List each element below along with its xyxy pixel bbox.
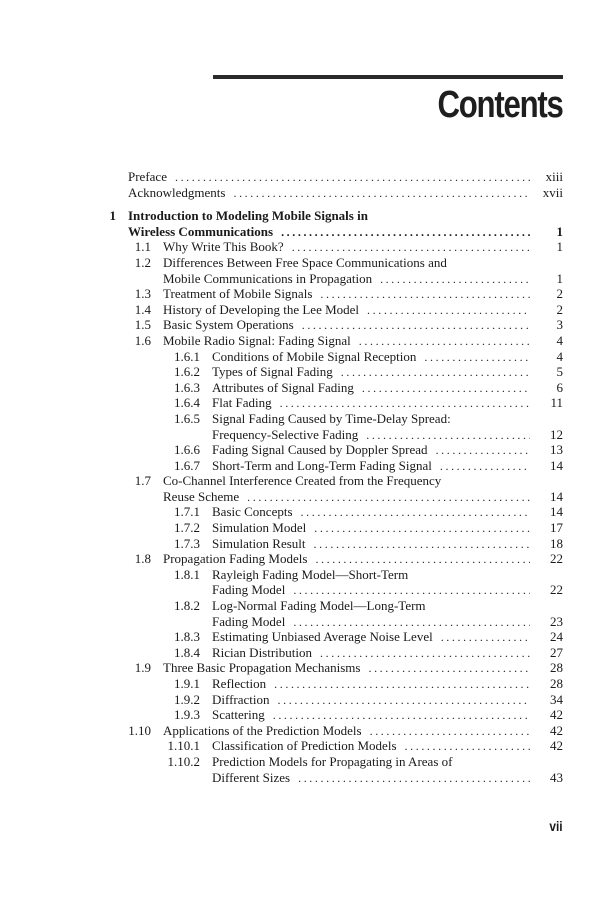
toc-entry-number: 1.8.4 xyxy=(174,644,200,660)
toc-entry-title: Short-Term and Long-Term Fading Signal xyxy=(212,457,432,473)
toc-entry-page: 4 xyxy=(556,348,563,364)
toc-entry-number: 1.1 xyxy=(134,239,151,255)
toc-entry xyxy=(0,333,613,349)
toc-entry-page: 14 xyxy=(550,457,563,473)
toc-entry-page: 24 xyxy=(550,629,563,645)
toc-entry xyxy=(0,317,613,333)
toc-entry-page: 18 xyxy=(550,535,563,551)
toc-entry-number: 1.9.1 xyxy=(174,676,200,691)
toc-entry-number: 1.4 xyxy=(134,301,151,317)
toc-entry-title: Conditions of Mobile Signal Reception xyxy=(212,348,417,364)
toc-entry-page: 3 xyxy=(556,317,563,333)
dot-leader xyxy=(233,186,530,202)
page-title: Contents xyxy=(437,84,563,126)
toc-entry xyxy=(0,489,613,505)
toc-entry-number: 1.10 xyxy=(128,722,151,738)
toc-entry xyxy=(0,185,613,201)
toc-entry xyxy=(0,427,613,443)
toc-entry-title: Estimating Unbiased Average Noise Level xyxy=(212,629,433,645)
toc-entry xyxy=(0,551,613,567)
toc-entry-title: Types of Signal Fading xyxy=(212,364,333,380)
title-rule xyxy=(213,75,563,79)
toc-entry-title: Diffraction xyxy=(212,691,270,707)
dot-leader xyxy=(436,443,530,459)
dot-leader xyxy=(368,661,530,677)
toc-entry-title: Reflection xyxy=(212,676,267,691)
toc-entry xyxy=(0,614,613,630)
dot-leader xyxy=(278,693,530,709)
toc-entry xyxy=(0,302,613,318)
toc-entry xyxy=(0,723,613,739)
toc-entry-title: Propagation Fading Models xyxy=(163,551,308,567)
dot-leader xyxy=(293,615,530,631)
toc-entry-page: 42 xyxy=(550,707,563,723)
toc-entry xyxy=(0,754,613,770)
toc-entry-title: Wireless Communications xyxy=(128,223,274,239)
toc-entry-page: 11 xyxy=(550,395,563,411)
toc-entry xyxy=(0,598,613,614)
dot-leader xyxy=(405,739,530,755)
toc-entry-page: 17 xyxy=(550,520,563,536)
toc-entry xyxy=(0,271,613,287)
toc-entry-page: 43 xyxy=(550,769,563,785)
toc-entry-title: Reuse Scheme xyxy=(163,488,240,504)
toc-entry xyxy=(0,692,613,708)
dot-leader xyxy=(314,521,530,537)
toc-entry-page: 6 xyxy=(556,379,563,395)
toc-entry-number: 1.2 xyxy=(134,254,151,270)
toc-entry-title: Rayleigh Fading Model—Short-Term xyxy=(212,566,409,582)
toc-entry-number: 1.8.3 xyxy=(174,629,200,645)
toc-entry-page: 4 xyxy=(556,332,563,348)
toc-entry-title: Log-Normal Fading Model—Long-Term xyxy=(212,598,426,614)
dot-leader xyxy=(424,350,530,366)
toc-entry xyxy=(0,536,613,552)
toc-entry-number: 1.6.3 xyxy=(174,379,200,395)
toc-entry-page: 28 xyxy=(550,660,563,676)
toc-entry-title: Simulation Model xyxy=(212,520,307,536)
toc-entry-page: 12 xyxy=(550,426,563,442)
toc-entry-page: 28 xyxy=(550,676,563,691)
toc-entry-title: Simulation Result xyxy=(212,535,306,551)
dot-leader xyxy=(367,303,530,319)
toc-entry-title: Treatment of Mobile Signals xyxy=(163,286,313,302)
toc-entry xyxy=(0,442,613,458)
toc-entry-number: 1.7.3 xyxy=(174,535,200,551)
toc-entry xyxy=(0,395,613,411)
toc-entry xyxy=(0,411,613,427)
toc-entry-title: Fading Signal Caused by Doppler Spread xyxy=(212,442,428,458)
page-number: vii xyxy=(549,818,563,834)
dot-leader xyxy=(366,428,530,444)
dot-leader xyxy=(273,708,530,724)
toc-entry xyxy=(0,738,613,754)
toc-entry-number: 1.9.2 xyxy=(174,691,200,707)
toc-entry-number: 1.6.7 xyxy=(174,457,200,473)
toc-entry-title: Differences Between Free Space Communications and xyxy=(163,254,447,270)
toc-entry xyxy=(0,349,613,365)
toc-entry-page: 42 xyxy=(550,722,563,738)
toc-entry xyxy=(0,770,613,786)
toc-entry-title: Co-Channel Interference Created from the Frequency xyxy=(163,473,442,489)
toc-entry-page: 5 xyxy=(556,364,563,380)
dot-leader xyxy=(380,272,530,288)
toc-entry-title: Frequency-Selective Fading xyxy=(212,426,359,442)
dot-leader xyxy=(293,583,530,599)
toc-entry-number: 1.8.1 xyxy=(174,566,200,582)
dot-leader xyxy=(320,287,530,303)
toc-entry-title: Mobile Communications in Propagation xyxy=(163,270,373,286)
dot-leader xyxy=(280,396,530,412)
dot-leader xyxy=(441,630,530,646)
toc-entry xyxy=(0,676,613,692)
toc-entry-page: xvii xyxy=(542,184,563,200)
toc-entry xyxy=(0,567,613,583)
toc-entry-number: 1.7 xyxy=(134,473,151,489)
toc-entry-title: Basic System Operations xyxy=(163,317,294,333)
toc-entry-title: Mobile Radio Signal: Fading Signal xyxy=(163,332,351,348)
toc-entry xyxy=(0,208,613,224)
toc-entry-title: Basic Concepts xyxy=(212,504,293,520)
toc-entry-number: 1.6 xyxy=(134,332,151,348)
table-of-contents xyxy=(0,169,613,785)
toc-entry-title: Introduction to Modeling Mobile Signals in xyxy=(128,208,368,224)
toc-entry xyxy=(0,473,613,489)
toc-entry-number: 1.7.2 xyxy=(174,520,200,536)
toc-entry xyxy=(0,645,613,661)
toc-entry xyxy=(0,286,613,302)
toc-entry-number: 1.6.1 xyxy=(174,348,200,364)
toc-entry-number: 1.10.1 xyxy=(167,738,200,754)
toc-entry-title: Flat Fading xyxy=(212,395,272,411)
toc-entry-title: Three Basic Propagation Mechanisms xyxy=(163,660,361,676)
toc-entry-number: 1.7.1 xyxy=(174,504,200,520)
toc-entry-number: 1 xyxy=(109,208,116,224)
toc-entry-title: Applications of the Prediction Models xyxy=(163,722,362,738)
toc-entry-number: 1.9 xyxy=(134,660,151,676)
toc-entry-title: Fading Model xyxy=(212,582,286,598)
toc-entry xyxy=(0,582,613,598)
toc-entry-title: Rician Distribution xyxy=(212,644,313,660)
toc-entry-number: 1.8 xyxy=(134,551,151,567)
toc-entry-title: Fading Model xyxy=(212,613,286,629)
toc-entry-page: 14 xyxy=(550,488,563,504)
toc-entry-number: 1.9.3 xyxy=(174,707,200,723)
dot-leader xyxy=(341,365,530,381)
toc-entry xyxy=(0,629,613,645)
toc-entry-title: Acknowledgments xyxy=(128,184,226,200)
toc-entry-page: 42 xyxy=(550,738,563,754)
toc-entry xyxy=(0,224,613,240)
dot-leader xyxy=(359,334,530,350)
toc-entry xyxy=(0,169,613,185)
toc-entry-title: Why Write This Book? xyxy=(163,239,284,255)
dot-leader xyxy=(281,225,530,241)
dot-leader xyxy=(315,552,530,568)
toc-entry-number: 1.10.2 xyxy=(167,753,200,769)
toc-entry xyxy=(0,520,613,536)
toc-entry-page: 1 xyxy=(556,223,563,239)
toc-entry-page: 2 xyxy=(556,301,563,317)
toc-entry xyxy=(0,504,613,520)
toc-entry-page: 23 xyxy=(550,613,563,629)
toc-entry-page: 1 xyxy=(556,270,563,286)
toc-entry-number: 1.6.6 xyxy=(174,442,200,458)
toc-entry xyxy=(0,255,613,271)
toc-entry-title: Scattering xyxy=(212,707,265,723)
dot-leader xyxy=(247,490,530,506)
dot-leader xyxy=(274,677,530,693)
toc-entry-page: 14 xyxy=(550,504,563,520)
toc-entry-page: 2 xyxy=(556,286,563,302)
toc-entry xyxy=(0,364,613,380)
dot-leader xyxy=(440,459,530,475)
toc-entry-page: 1 xyxy=(556,239,563,255)
toc-entry-title: Classification of Prediction Models xyxy=(212,738,397,754)
dot-leader xyxy=(370,724,530,740)
dot-leader xyxy=(301,505,530,521)
dot-leader xyxy=(362,381,530,397)
toc-entry-title: Attributes of Signal Fading xyxy=(212,379,354,395)
toc-entry-number: 1.6.4 xyxy=(174,395,200,411)
dot-leader xyxy=(298,771,530,787)
toc-entry-page: 22 xyxy=(550,582,563,598)
toc-entry-page: 34 xyxy=(550,691,563,707)
toc-entry xyxy=(0,707,613,723)
toc-entry-title: Signal Fading Caused by Time-Delay Spread: xyxy=(212,410,451,426)
dot-leader xyxy=(314,537,530,553)
toc-entry-title: History of Developing the Lee Model xyxy=(163,301,360,317)
toc-entry-number: 1.8.2 xyxy=(174,598,200,614)
toc-entry-number: 1.3 xyxy=(134,286,151,302)
toc-entry-title: Preface xyxy=(128,169,167,184)
dot-leader xyxy=(320,646,530,662)
dot-leader xyxy=(292,240,530,256)
toc-entry xyxy=(0,380,613,396)
toc-entry-page: 22 xyxy=(550,551,563,567)
toc-entry xyxy=(0,660,613,676)
toc-entry xyxy=(0,458,613,474)
toc-entry-page: xiii xyxy=(545,169,563,184)
toc-entry-number: 1.5 xyxy=(134,317,151,333)
toc-entry-number: 1.6.5 xyxy=(174,410,200,426)
toc-entry-page: 27 xyxy=(550,644,563,660)
dot-leader xyxy=(302,318,530,334)
toc-entry-title: Prediction Models for Propagating in Areas of xyxy=(212,753,453,769)
toc-entry-number: 1.6.2 xyxy=(174,364,200,380)
dot-leader xyxy=(175,170,530,186)
toc-entry xyxy=(0,239,613,255)
toc-entry-page: 13 xyxy=(550,442,563,458)
toc-entry-title: Different Sizes xyxy=(212,769,291,785)
